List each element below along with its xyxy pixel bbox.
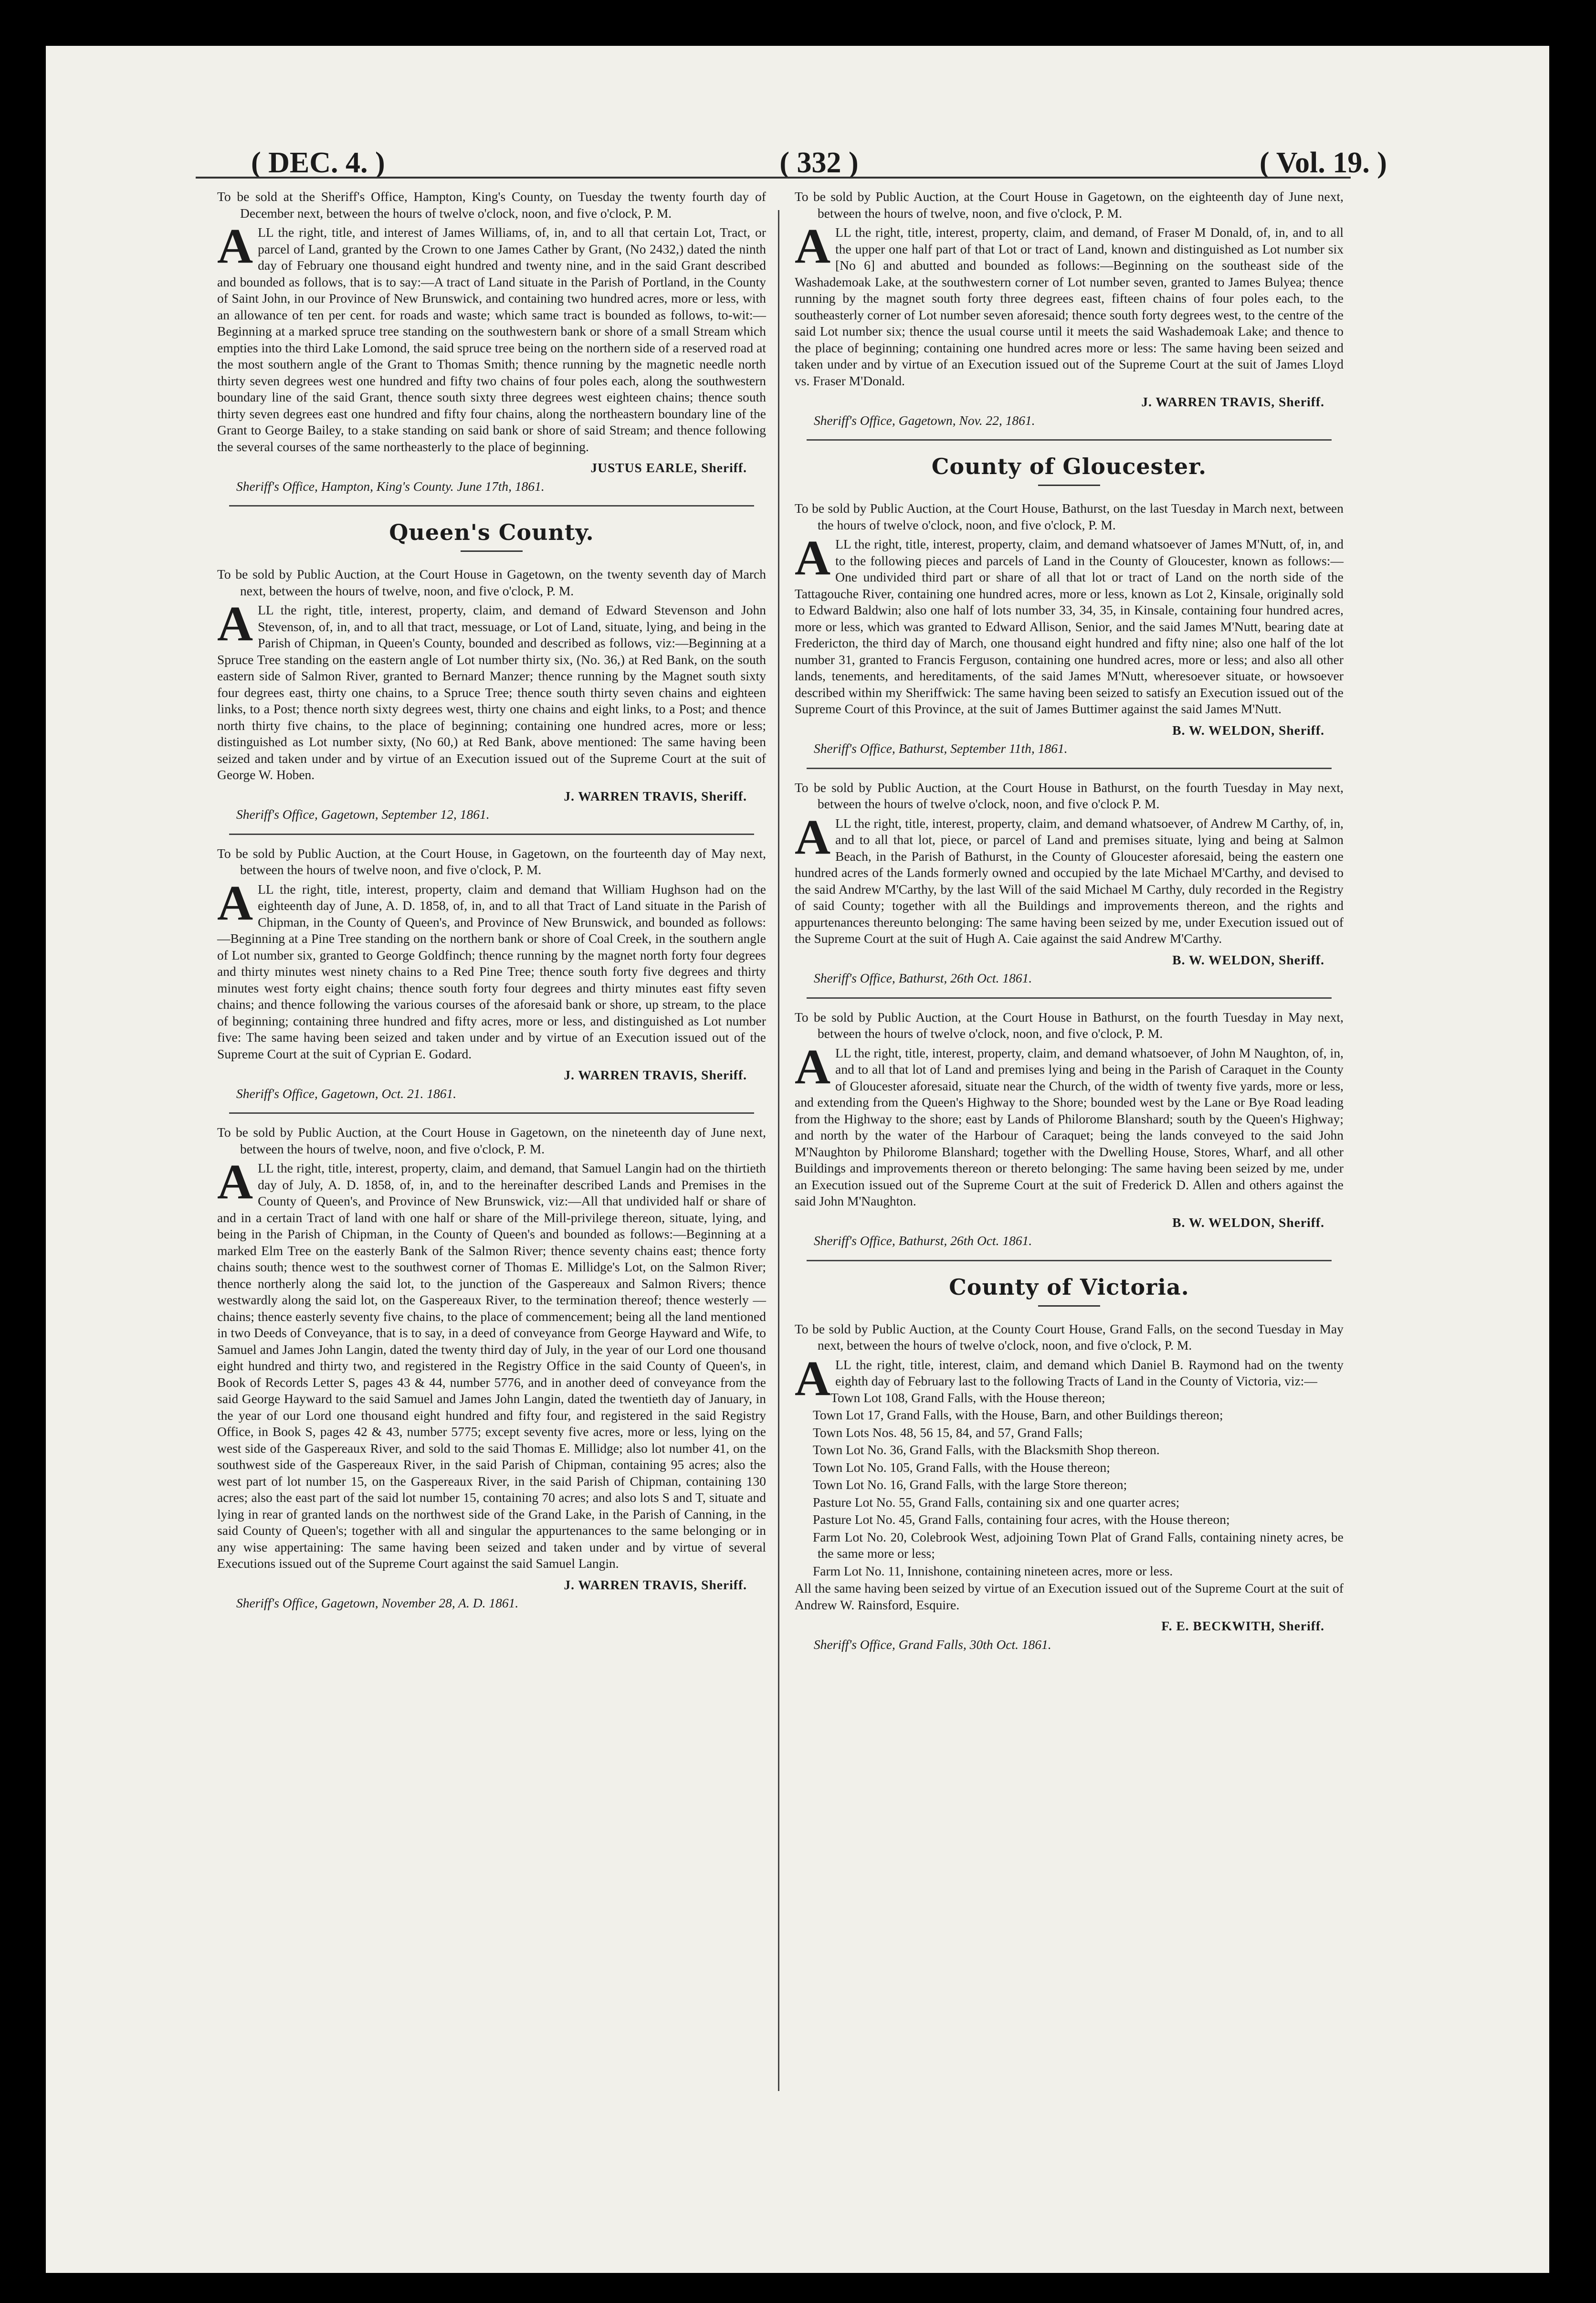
notice-text: LL the right, title, interest, claim, and demand which Daniel B. Raymond had on the twenty eighth day of February last to the following Tracts of Land in the County of Victoria, viz:— [835,1357,1344,1388]
notice-text: LL the right, title, interest, property, claim, and demand of Edward Stevenson and John Stevenson, of, in, and to all that tract, messuage, or Lot of Land, situate, lying, and being in the Parish of Chipman, in Queen's County, bounded and described as follows, viz:—Beginning at a Spruce Tree standing on the eastern angle of Lot number thirty six, (No. 36,) at Red Bank, on the south eastern side of Salmon River, granted to Bernard Manzer; thence running by the Magnet south sixty four degrees east, thirty one chains, to a Spruce Tree; thence south thirty seven chains and eighteen links, to a Post; thence north sixty degrees west, thirty one chains and eight links, to a Post; and thence north thirty five chains, to the place of beginning; containing one hundred acres, more or less; distinguished as Lot number sixty, (No 60,) at Red Bank, above mentioned: The same having been seized and taken under and by virtue of an Execution issued out of the Supreme Court at the suit of George W. Hoben. [217,602,766,782]
notice-body [217,1154,766,1572]
section-rule [807,439,1332,441]
office-dateline: Sheriff's Office, Bathurst, 26th Oct. 1861. [814,1233,1032,1248]
lot-item: Town Lot No. 16, Grand Falls, with the large Store thereon; [813,1477,1127,1492]
lot-list [795,1390,1344,1580]
lot-item: Town Lot No. 36, Grand Falls, with the Blacksmith Shop thereon. [813,1442,1160,1457]
drop-cap: A [795,809,831,865]
sheriff-signature: J. WARREN TRAVIS, Sheriff. [564,1067,747,1082]
county-heading: County of Gloucester. [931,454,1207,479]
drop-cap: A [217,219,253,274]
section-rule [229,1112,754,1114]
sheriff-notice [795,1321,1344,1653]
notice-closing: All the same having been seized by virtue of an Execution issued out of the Supreme Court at the suit of Andrew W. Rainsford, Esquire. [795,1581,1344,1612]
office-dateline: Sheriff's Office, Bathurst, September 11th, 1861. [814,741,1068,756]
drop-cap: A [217,875,253,930]
notice-intro: To be sold by Public Auction, at the Court House in Gagetown, on the twenty seventh day of March next, between the hours of twelve, noon, and five o'clock, P. M. [217,567,766,598]
notice-body [795,219,1344,389]
notice-text: LL the right, title, interest, property, claim, and demand whatsoever of James M'Nutt, of, in, and to the following pieces and parcels of Land in the County of Gloucester, known as follows:—One undivided third part or share of all that lot or tract of Land on the north side of the Tattagouche River, containing one hundred acres, more or less, known as Lot 2, Kinsale, originally sold to Edward Baldwin; also one half of lots number 33, 34, 35, in Kinsale, containing four hundred acres, more or less, which was granted to Edward Allison, Senior, and the said James M'Nutt, bearing date at Fredericton, the third day of March, one thousand eight hundred and fifty nine; also one half of the lot number 31, granted to Francis Ferguson, containing one hundred acres, more or less; and also all other lands, tenements, and hereditaments, of the said James M'Nutt, wheresoever situate, or howsoever described within my Sheriffwick: The same having been seized to satisfy an Execution issued out of the Supreme Court of this Province, at the suit of James Buttimer against the said James M'Nutt. [795,537,1344,716]
sheriff-notice [795,189,1344,429]
header-rule [196,177,1351,179]
drop-cap: A [795,1039,831,1094]
sheriff-signature: JUSTUS EARLE, Sheriff. [590,460,747,475]
left-column [217,189,766,1620]
notice-body [795,530,1344,718]
office-dateline: Sheriff's Office, Gagetown, November 28, A. D. 1861. [236,1595,519,1610]
sheriff-signature: F. E. BECKWITH, Sheriff. [1161,1618,1324,1633]
notice-intro: To be sold by Public Auction, at the Court House in Gagetown, on the nineteenth day of June next, between the hours of twelve, noon, and five o'clock, P. M. [217,1125,766,1156]
sheriff-signature: J. WARREN TRAVIS, Sheriff. [564,788,747,803]
section-rule [807,768,1332,769]
notice-intro: To be sold by Public Auction, at the Court House, Bathurst, on the last Tuesday in March next, between the hours of twelve o'clock, noon, and five o'clock, P. M. [795,501,1344,532]
notice-body [217,875,766,1063]
right-column [795,189,1344,1661]
county-heading: Queen's County. [389,519,594,545]
sheriff-notice [217,189,766,495]
lot-item: Farm Lot No. 11, Innishone, containing nineteen acres, more or less. [813,1563,1173,1578]
office-dateline: Sheriff's Office, Gagetown, Nov. 22, 1861. [814,412,1035,428]
sheriff-notice [217,845,766,1102]
office-dateline: Sheriff's Office, Bathurst, 26th Oct. 1861. [814,971,1032,985]
notice-intro: To be sold by Public Auction, at the Court House in Bathurst, on the fourth Tuesday in May next, between the hours of twelve o'clock, noon, and five o'clock, P. M. [795,1009,1344,1041]
notice-text: LL the right, title, interest, property, claim, and demand, that Samuel Langin had on the thirtieth day of July, A. D. 1858, of, in, and to the hereinafter described Lands and Premises in the County of Queen's, and Province of New Brunswick, viz:—All that undivided half or share of and in a certain Tract of land with one half or share of the Mill-privilege thereon, situate, lying, and being in the Parish of Chipman, in the County of Queen's and bounded as follows:—Beginning at a marked Elm Tree on the easterly Bank of the Salmon River; thence seventy chains east; thence forty chains south; thence west to the southwest corner of Thomas E. Millidge's Lot, on the Salmon River; thence northerly along the said lot, to the junction of the Gaspereaux and Salmon Rivers; thence westwardly along the said lot, on the Gaspereaux River, to the termination thereof; thence westerly — chains; thence easterly seventy five chains, to the place of commencement; being all the land mentioned in two Deeds of Conveyance, that is to say, in a deed of conveyance from George Hayward and Wife, to Samuel and James John Langin, dated the twenty third day of July, in the year of our Lord one thousand eight hundred and thirty two, and registered in the Registry Office in the said County of Queen's, in Book of Records Letter S, pages 43 & 44, number 5776, and in another deed of conveyance from the said George Hayward to the said Samuel and James John Langin, dated the twentieth day of January, in the year of our Lord one thousand eight hundred and fifty four, and registered in the said Registry Office, in Book S, pages 42 & 43, number 5775; except seventy five acres, more or less, lying on the west side of the Gaspereaux River, and sold to the said Thomas E. Millidge; also lot number 41, on the southwest side of the Gaspereaux River, in the said Parish of Chipman, containing 95 acres; also the west part of lot number 15, on the Gaspereaux River, in the said Parish of Chipman, containing 130 acres; also the east part of the said lot number 15, containing 70 acres; and also lots S and T, situate and lying in rear of granted lands on the northwest side of the Grand Lake, in the Parish of Canning, in the said County of Queen's; together with all and singular the appurtenances to the same belonging or in any wise appertaining: The same having been seized and taken under and by virtue of several Executions issued out of the Supreme Court against the said Samuel Langin. [217,1161,766,1571]
lot-item: Town Lots Nos. 48, 56 15, 84, and 57, Grand Falls; [813,1425,1083,1440]
drop-cap: A [217,1154,253,1209]
drop-cap: A [217,596,253,651]
notice-text: LL the right, title, interest, property, claim, and demand, of Fraser M Donald, of, in, and to all the upper one half part of that Lot or tract of Land, known and distinguished as Lot number six [No 6] and abutted and bounded as follows:—Beginning on the southeast side of the Washademoak Lake, at the southwestern corner of Lot number seven, granted to James Bulyea; thence running by the magnet south forty three degrees east, fifteen chains of four poles each, to the southeasterly corner of Lot number seven aforesaid; thence south forty degrees west, to the centre of the said Lot number six; thence the usual course until it meets the said Washademoak Lake; and thence to the place of beginning; containing one hundred acres more or less: The same having been seized and taken under and by virtue of an Execution issued out of the Supreme Court at the suit of James Lloyd vs. Fraser M'Donald. [795,225,1344,388]
notice-text: LL the right, title, and interest of James Williams, of, in, and to all that certain Lot, Tract, or parcel of Land, granted by the Crown to one James Cather by Grant, (No 2432,) dated the ninth day of February one thousand eight hundred and twenty nine, and in the said Grant described and bounded as follows, that is to say:—A tract of Land situate in the Parish of Portland, in the County of Saint John, in our Province of New Brunswick, and containing two hundred acres, more or less, with an allowance of ten per cent. for roads and waste; which same tract is bounded as follows, to-wit:—Beginning at a marked spruce tree standing on the southwestern bank or shore of a small Stream which empties into the third Lake Lomond, the said spruce tree being on the northern side of a reserved road at the most southern angle of the Grant to Thomas Smith; thence running by the magnetic needle north thirty seven degrees west one hundred and fifty two chains of four poles each, along the southwestern boundary line of the said Grant, thence south sixty three degrees west eighteen chains; thence south thirty seven degrees east one hundred and fifty four chains, along the northeastern boundary line of the Grant to George Bailey, to a stake standing on said bank or shore of said Stream; and thence following the several courses of the same northeasterly to the place of beginning. [217,225,766,454]
sheriff-signature: J. WARREN TRAVIS, Sheriff. [1141,394,1324,409]
county-heading: County of Victoria. [949,1274,1189,1300]
sheriff-notice [795,1009,1344,1249]
column-divider [778,210,779,2091]
drop-cap: A [795,1351,831,1406]
drop-cap: A [795,219,831,274]
notice-body [795,1039,1344,1210]
lot-item: Town Lot 17, Grand Falls, with the House, Barn, and other Buildings thereon; [813,1407,1223,1422]
notice-intro: To be sold by Public Auction, at the County Court House, Grand Falls, on the second Tuesday in May next, between the hours of twelve o'clock, noon, and five o'clock, P. M. [795,1321,1344,1352]
heading-underline [1038,1305,1100,1307]
lot-item: Town Lot 108, Grand Falls, with the House thereon; [830,1390,1105,1405]
office-dateline: Sheriff's Office, Hampton, King's County. June 17th, 1861. [236,478,545,494]
office-dateline: Sheriff's Office, Gagetown, Oct. 21. 1861. [236,1086,457,1101]
notice-intro: To be sold by Public Auction, at the Court House in Gagetown, on the eighteenth day of June next, between the hours of twelve, noon, and five o'clock, P. M. [795,189,1344,221]
notice-intro: To be sold at the Sheriff's Office, Hampton, King's County, on Tuesday the twenty fourth day of December next, between the hours of twelve o'clock, noon, and five o'clock, P. M. [217,189,766,221]
sheriff-notice [217,1124,766,1612]
notice-body [217,596,766,783]
notice-body [217,219,766,455]
heading-underline [461,550,523,552]
issue-date: ( DEC. 4. ) [251,147,385,179]
heading-underline [1038,485,1100,486]
section-rule [229,505,754,507]
notice-text: LL the right, title, interest, property, claim and demand that William Hughson had on the eighteenth day of June, A. D. 1858, of, in, and to all that Tract of Land situate in the Parish of Chipman, in the County of Queen's, and Province of New Brunswick, and bounded as follows:—Beginning at a Pine Tree standing on the northern bank or shore of Coal Creek, in the southern angle of Lot number six, granted to George Goldfinch; thence running by the magnet north forty four degrees and thirty minutes west ninety chains to a Red Pine Tree; thence south forty five degrees and thirty minutes west forty eight chains; thence south forty four degrees and thirty minutes east fifty seven chains; and thence following the various courses of the aforesaid bank or shore, up stream, to the place of beginning; containing three hundred and fifty acres, more or less, and distinguished as Lot number five: The same having been seized and taken under and by virtue of an Execution issued out of the Supreme Court at the suit of Cyprian E. Godard. [217,881,766,1061]
section-rule [807,1260,1332,1261]
sheriff-signature: B. W. WELDON, Sheriff. [1172,722,1324,738]
notice-text: LL the right, title, interest, property, claim, and demand whatsoever, of Andrew M Carthy, of, in, and to all that lot, piece, or parcel of Land and premises situate, lying and being at Salmon Beach, in the Parish of Bathurst, in the County of Gloucester aforesaid, being the eastern one hundred acres of the Lands formerly owned and occupied by the late Michael M'Carthy, and devised to the said Andrew M'Carthy, by the last Will of the said Michael M Carthy, duly recorded in the Registry of said County; together with all the Buildings and improvements thereon, and the rights and appurtenances thereunto belonging: The same having been seized by me, under Execution issued out of the Supreme Court at the suit of Hugh A. Caie against the said Andrew M'Carthy. [795,815,1344,946]
office-dateline: Sheriff's Office, Gagetown, September 12, 1861. [236,807,490,822]
notice-body [795,809,1344,947]
lot-item: Pasture Lot No. 55, Grand Falls, containing six and one quarter acres; [813,1494,1180,1510]
sheriff-signature: B. W. WELDON, Sheriff. [1172,1215,1324,1230]
section-rule [807,997,1332,999]
drop-cap: A [795,530,831,585]
office-dateline: Sheriff's Office, Grand Falls, 30th Oct. 1861. [814,1637,1051,1652]
notice-intro: To be sold by Public Auction, at the Court House in Bathurst, on the fourth Tuesday in May next, between the hours of twelve o'clock, noon, and five o'clock P. M. [795,780,1344,811]
sheriff-notice [795,500,1344,757]
sheriff-notice [795,780,1344,987]
sheriff-signature: J. WARREN TRAVIS, Sheriff. [564,1577,747,1592]
lot-item: Town Lot No. 105, Grand Falls, with the House thereon; [813,1459,1110,1475]
section-rule [229,834,754,835]
sheriff-signature: B. W. WELDON, Sheriff. [1172,952,1324,967]
page-number: ( 332 ) [779,147,859,179]
lot-item: Pasture Lot No. 45, Grand Falls, containing four acres, with the House thereon; [813,1512,1230,1527]
notice-text: LL the right, title, interest, property, claim, and demand whatsoever, of John M Naughton, of, in, and to all that lot of Land and premises lying and being in the Parish of Caraquet in the County of Gloucester aforesaid, situate near the Church, of the width of twenty five yards, more or less, and extending from the Queen's Highway to the Shore; bounded west by the Lane or Bye Road leading from the Highway to the shore; east by Lands of Philorome Blanshard; south by the Queen's Highway; and north by the water of the Harbour of Caraquet; being the lands conveyed to the said John M'Naughton by Philorome Blanshard; together with the Dwelling House, Stores, Wharf, and all other Buildings and improvements thereon or thereto belonging: The same having been seized by me, under an Execution issued out of the Supreme Court at the suit of Frederick D. Allen and others against the said John M'Naughton. [795,1045,1344,1208]
sheriff-notice [217,566,766,823]
notice-intro: To be sold by Public Auction, at the Court House, in Gagetown, on the fourteenth day of May next, between the hours of twelve noon, and five o'clock, P. M. [217,845,766,877]
lot-item: Farm Lot No. 20, Colebrook West, adjoining Town Plat of Grand Falls, containing ninety acres, be the same more or less; [813,1529,1344,1561]
volume-number: ( Vol. 19. ) [1260,147,1387,179]
